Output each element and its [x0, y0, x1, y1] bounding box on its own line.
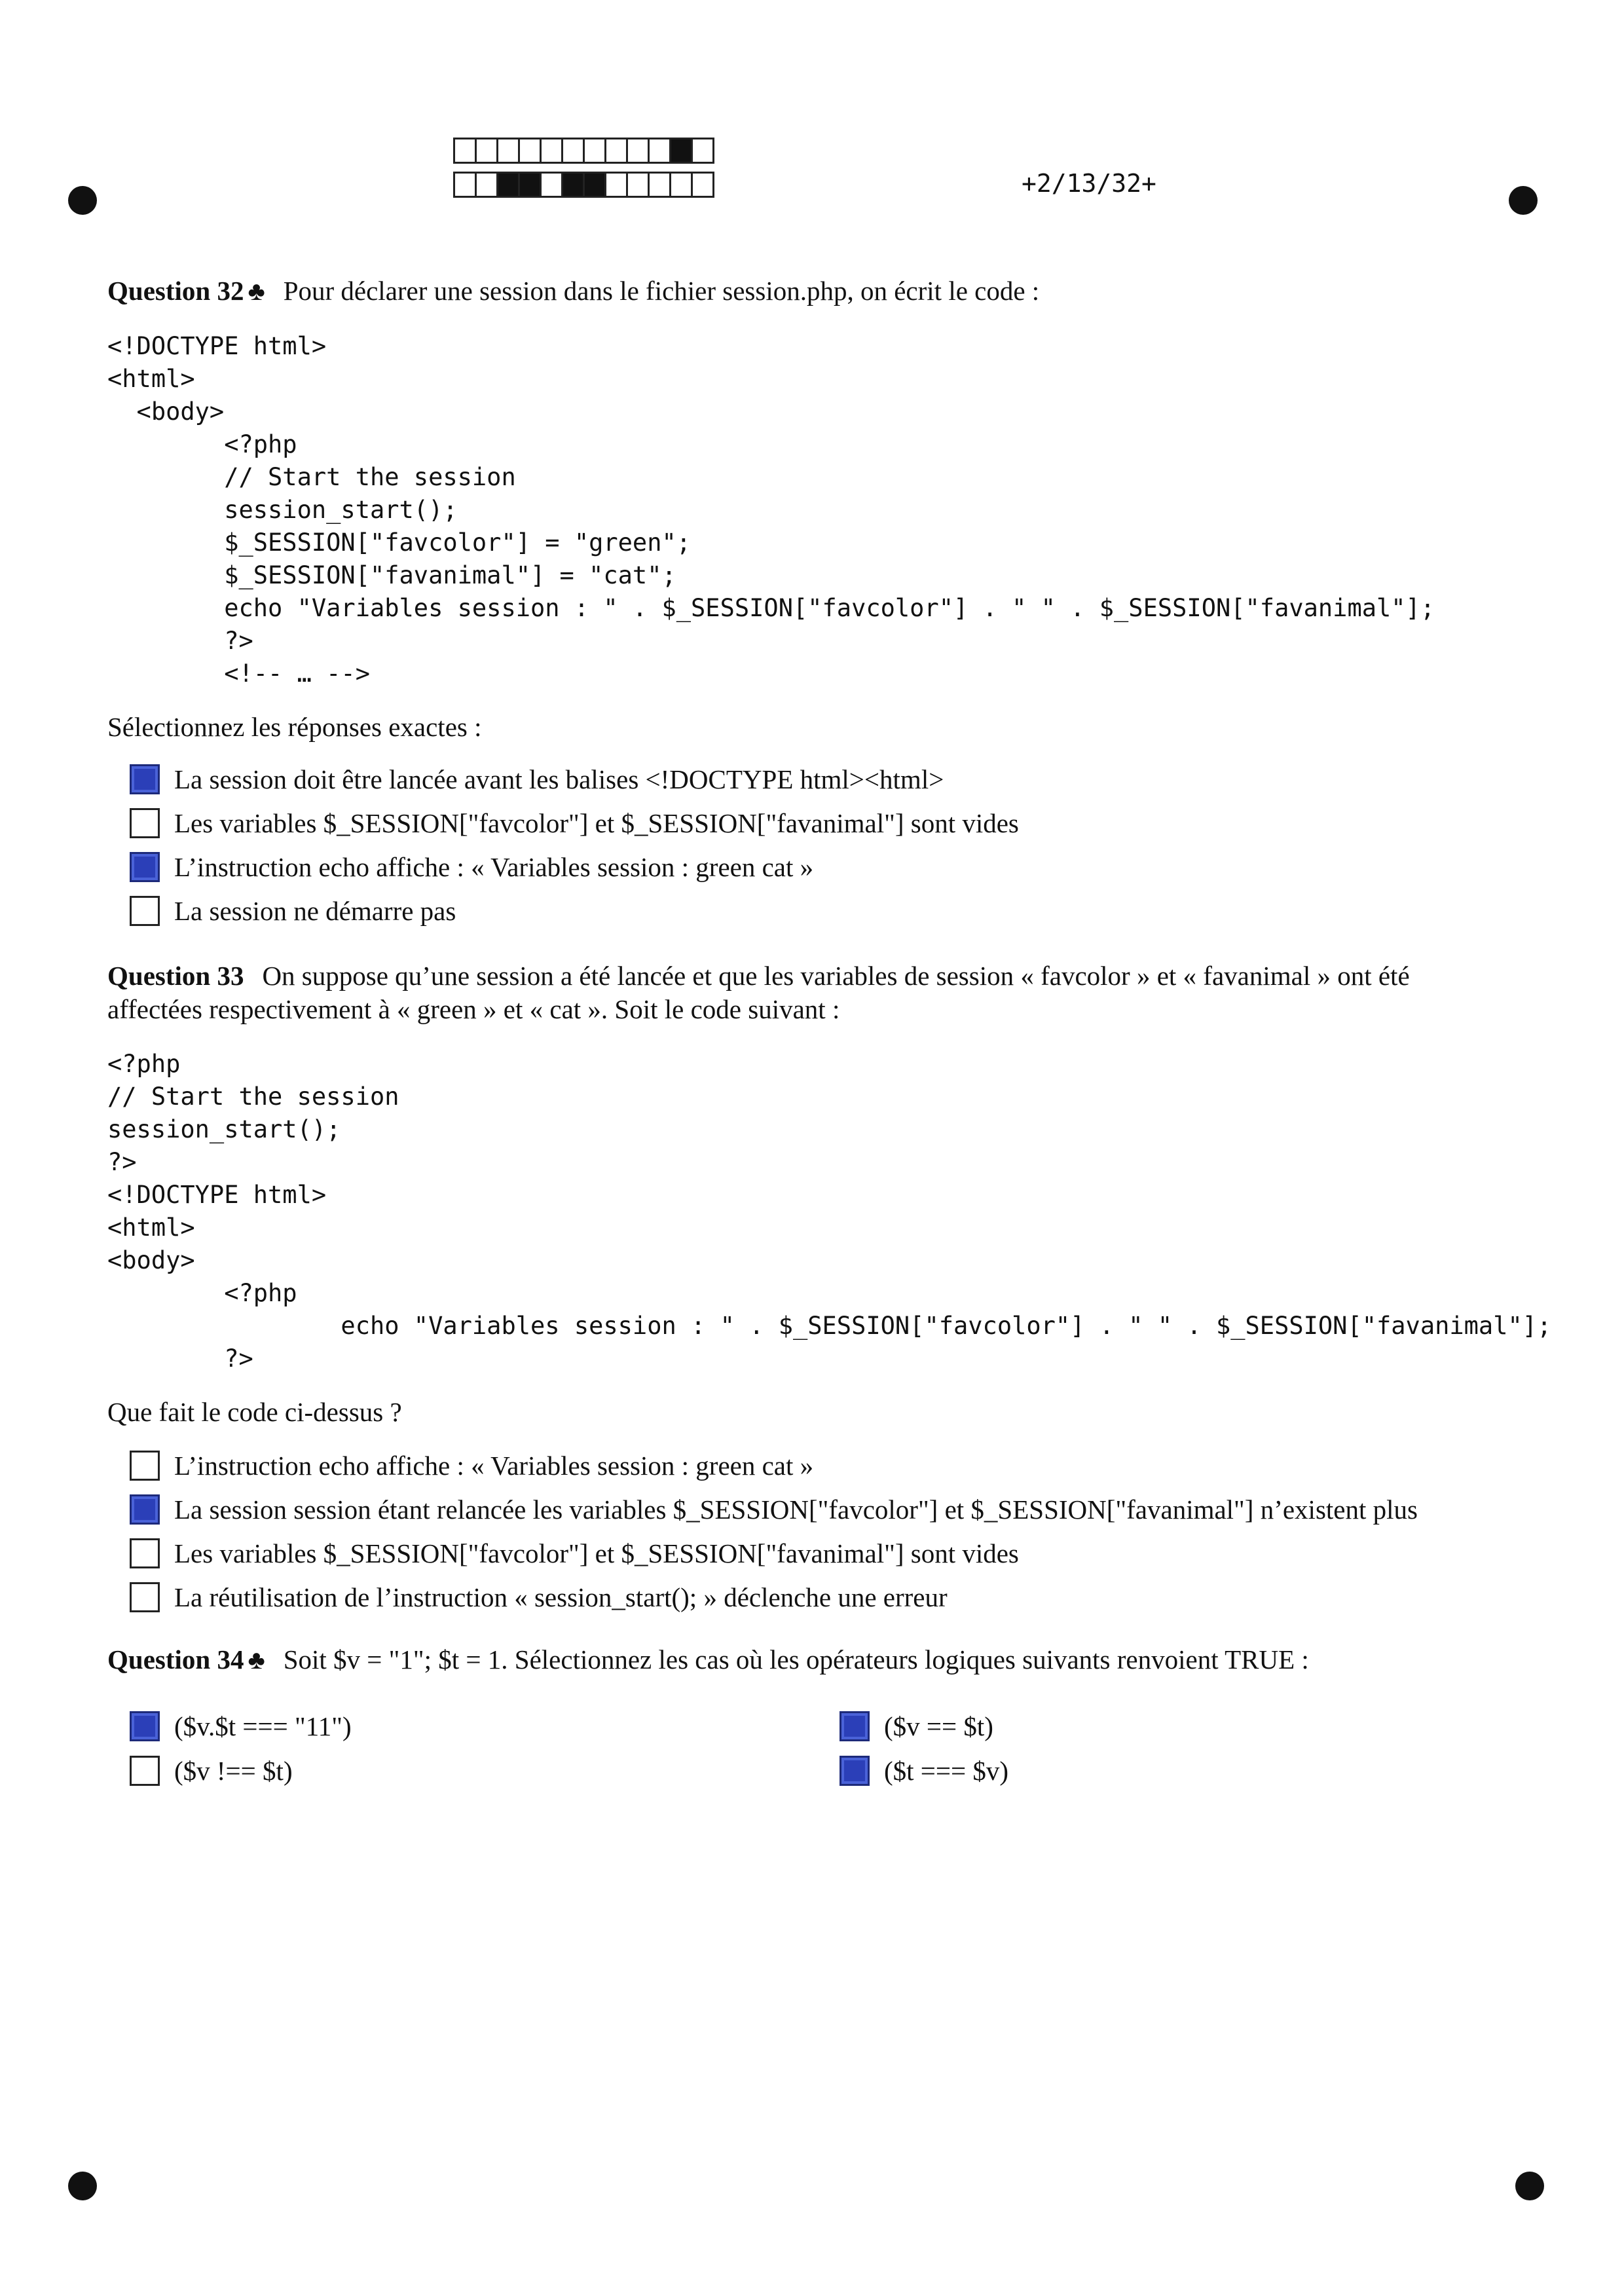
- id-code-grid-bottom: [453, 172, 712, 198]
- question-32-label: Question 32: [107, 276, 244, 306]
- registration-mark-bottom-left: [68, 2172, 97, 2200]
- q33-option-3[interactable]: [130, 1538, 1019, 1569]
- option-label: La session session étant relancée les variables $_SESSION["favcolor"] et $_SESSION["favanimal"] n’existent plus: [174, 1494, 1418, 1525]
- question-33-header: [107, 960, 1410, 991]
- checkbox[interactable]: [130, 764, 160, 794]
- option-label: Les variables $_SESSION["favcolor"] et $_SESSION["favanimal"] sont vides: [174, 1538, 1019, 1568]
- question-34-header: [107, 1644, 1309, 1675]
- question-32-header: [107, 275, 1039, 306]
- checkbox[interactable]: [130, 852, 160, 882]
- option-label: La session doit être lancée avant les balises <!DOCTYPE html><html>: [174, 764, 944, 794]
- registration-mark-top-right: [1509, 186, 1538, 215]
- id-grid-cell: [648, 172, 671, 198]
- id-grid-cell: [561, 138, 585, 164]
- id-grid-cell: [669, 172, 693, 198]
- q33-option-2[interactable]: [130, 1494, 1418, 1525]
- question-33-text-line1: On suppose qu’une session a été lancée et que les variables de session « favcolor » et « favanimal » ont été: [262, 961, 1410, 991]
- q32-option-3[interactable]: [130, 851, 813, 883]
- question-33-prompt: Que fait le code ci-dessus ?: [107, 1397, 402, 1427]
- id-grid-cell: [453, 172, 477, 198]
- id-grid-cell: [518, 138, 542, 164]
- q32-option-2[interactable]: [130, 807, 1019, 839]
- id-grid-cell: [648, 138, 671, 164]
- id-grid-cell: [604, 138, 628, 164]
- option-label: L’instruction echo affiche : « Variables session : green cat »: [174, 1451, 814, 1481]
- checkbox[interactable]: [130, 1711, 160, 1741]
- question-32-prompt: Sélectionnez les réponses exactes :: [107, 712, 482, 742]
- club-icon: ♣: [248, 276, 265, 306]
- id-grid-cell: [475, 138, 498, 164]
- option-label: ($v !== $t): [174, 1756, 293, 1786]
- id-grid-cell: [518, 172, 542, 198]
- checkbox[interactable]: [840, 1756, 870, 1786]
- checkbox[interactable]: [130, 1582, 160, 1612]
- id-code-grid-top: [453, 138, 712, 164]
- question-33-text-line2: affectées respectivement à « green » et « cat ». Soit le code suivant :: [107, 994, 840, 1024]
- id-grid-cell: [496, 138, 520, 164]
- question-33-label: Question 33: [107, 961, 244, 991]
- id-grid-cell: [691, 138, 714, 164]
- option-label: ($v == $t): [884, 1711, 993, 1741]
- id-grid-cell: [496, 172, 520, 198]
- id-grid-cell: [583, 138, 606, 164]
- option-label: ($v.$t === "11"): [174, 1711, 352, 1741]
- registration-mark-top-left: [68, 186, 97, 215]
- checkbox[interactable]: [130, 808, 160, 838]
- id-grid-cell: [540, 172, 563, 198]
- option-label: L’instruction echo affiche : « Variables session : green cat »: [174, 852, 814, 882]
- id-grid-cell: [626, 138, 650, 164]
- question-34-label: Question 34: [107, 1644, 244, 1675]
- question-32-text: Pour déclarer une session dans le fichier session.php, on écrit le code :: [283, 276, 1040, 306]
- club-icon: ♣: [248, 1645, 265, 1675]
- q32-option-1[interactable]: [130, 764, 944, 795]
- q34-option-1[interactable]: [130, 1711, 352, 1742]
- q33-option-1[interactable]: [130, 1450, 813, 1481]
- id-grid-cell: [583, 172, 606, 198]
- checkbox[interactable]: [130, 896, 160, 926]
- q34-option-3[interactable]: [130, 1755, 293, 1787]
- page-code: +2/13/32+: [1022, 169, 1156, 198]
- option-label: ($t === $v): [884, 1756, 1009, 1786]
- checkbox[interactable]: [130, 1494, 160, 1525]
- option-label: La réutilisation de l’instruction « session_start(); » déclenche une erreur: [174, 1582, 948, 1612]
- question-34-text: Soit $v = "1"; $t = 1. Sélectionnez les cas où les opérateurs logiques suivants renvoient TRUE :: [283, 1644, 1309, 1675]
- id-grid-cell: [626, 172, 650, 198]
- id-grid-cell: [669, 138, 693, 164]
- id-grid-cell: [453, 138, 477, 164]
- id-grid-cell: [475, 172, 498, 198]
- q32-option-4[interactable]: [130, 895, 456, 927]
- checkbox[interactable]: [130, 1756, 160, 1786]
- q34-option-4[interactable]: [840, 1755, 1008, 1787]
- id-grid-cell: [540, 138, 563, 164]
- registration-mark-bottom-right: [1515, 2172, 1544, 2200]
- id-grid-cell: [691, 172, 714, 198]
- checkbox[interactable]: [840, 1711, 870, 1741]
- question-32-code: <!DOCTYPE html> <html> <body> <?php // Start the session session_start(); $_SESSION["favcolor"] = "green"; $_SESSION["favanimal"] = "cat"; echo "Variables session : " . $_SESSION["favcolor"] . " " . $_SESSION["favanimal"]; ?> <!-- … -->: [107, 332, 1435, 688]
- checkbox[interactable]: [130, 1538, 160, 1568]
- id-grid-cell: [604, 172, 628, 198]
- id-grid-cell: [561, 172, 585, 198]
- option-label: Les variables $_SESSION["favcolor"] et $_SESSION["favanimal"] sont vides: [174, 808, 1019, 838]
- checkbox[interactable]: [130, 1451, 160, 1481]
- question-33-code: <?php // Start the session session_start(); ?> <!DOCTYPE html> <html> <body> <?php echo "Variables session : " . $_SESSION["favcolor"] . " " . $_SESSION["favanimal"]; ?>: [107, 1050, 1552, 1373]
- option-label: La session ne démarre pas: [174, 896, 456, 926]
- q33-option-4[interactable]: [130, 1582, 948, 1613]
- q34-option-2[interactable]: [840, 1711, 993, 1742]
